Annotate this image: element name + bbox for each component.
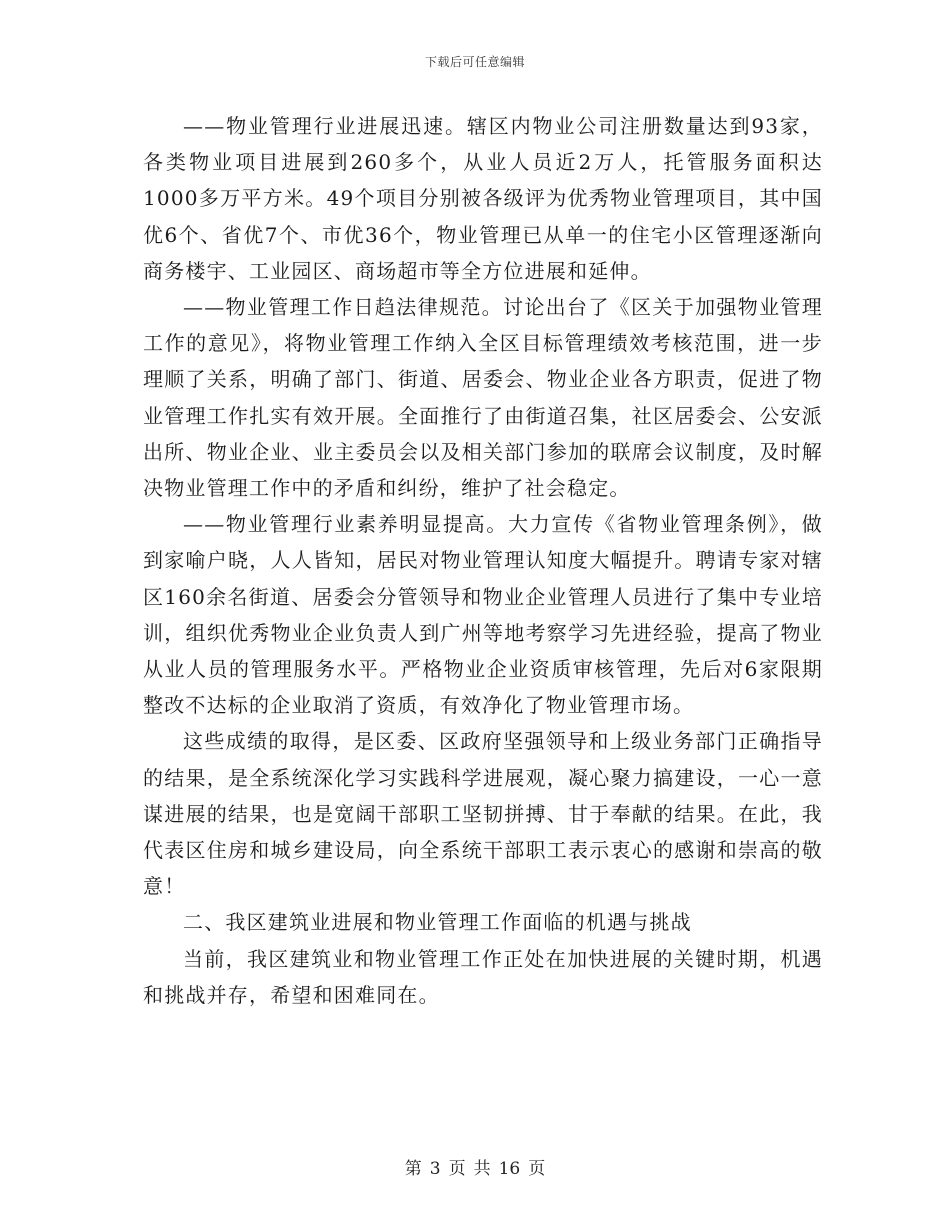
paragraph-property-regulation: ——物业管理工作日趋法律规范。讨论出台了《区关于加强物业管理工作的意见》，将物业管理工作纳入全区目标管理绩效考核范围，进一步理顺了关系，明确了部门、街道、居委会、物业企业各方职责，促进了物业管理工作扎实有效开展。全面推行了由街道召集，社区居委会、公安派出所、物业企业、业主委员会以及相关部门参加的联席会议制度，及时解决物业管理工作中的矛盾和纠纷，维护了社会稳定。 <box>143 295 823 501</box>
page-footer <box>0 1154 950 1179</box>
paragraph-current-situation: 当前，我区建筑业和物业管理工作正处在加快进展的关键时期，机遇和挑战并存，希望和困难同在。 <box>143 946 823 1007</box>
paragraph-achievements: 这些成绩的取得，是区委、区政府坚强领导和上级业务部门正确指导的结果，是全系统深化学习实践科学进展观，凝心聚力搞建设，一心一意谋进展的结果，也是宽阔干部职工坚韧拼搏、甘于奉献的结果。在此，我代表区住房和城乡建设局，向全系统干部职工表示衷心的感谢和崇高的敬意！ <box>143 729 823 899</box>
body-text <box>143 108 823 1013</box>
paragraph-property-quality: ——物业管理行业素养明显提高。大力宣传《省物业管理条例》，做到家喻户晓，人人皆知，居民对物业管理认知度大幅提升。聘请专家对辖区160余名街道、居委会分管领导和物业企业管理人员进行了集中专业培训，组织优秀物业企业负责人到广州等地考察学习先进经验，提高了物业从业人员的管理服务水平。严格物业企业资质审核管理，先后对6家限期整改不达标的企业取消了资质，有效净化了物业管理市场。 <box>143 512 823 718</box>
footer-prefix: 第 <box>404 1159 422 1179</box>
footer-suffix: 页 <box>528 1159 546 1179</box>
header-note: 下载后可任意编辑 <box>424 55 525 69</box>
footer-current-page: 3 <box>429 1159 441 1179</box>
footer-total-word: 共 <box>473 1159 491 1179</box>
footer-total-pages: 16 <box>498 1159 521 1179</box>
section-heading-opportunities: 二、我区建筑业进展和物业管理工作面临的机遇与挑战 <box>183 910 692 935</box>
paragraph-property-industry-growth: ——物业管理行业进展迅速。辖区内物业公司注册数量达到93家，各类物业项目进展到260多个，从业人员近2万人，托管服务面积达1000多万平方米。49个项目分别被各级评为优秀物业管理项目，其中国优6个、省优7个、市优36个，物业管理已从单一的住宅小区管理逐渐向商务楼宇、工业园区、商场超市等全方位进展和延伸。 <box>143 114 823 283</box>
footer-page-word: 页 <box>448 1159 466 1179</box>
